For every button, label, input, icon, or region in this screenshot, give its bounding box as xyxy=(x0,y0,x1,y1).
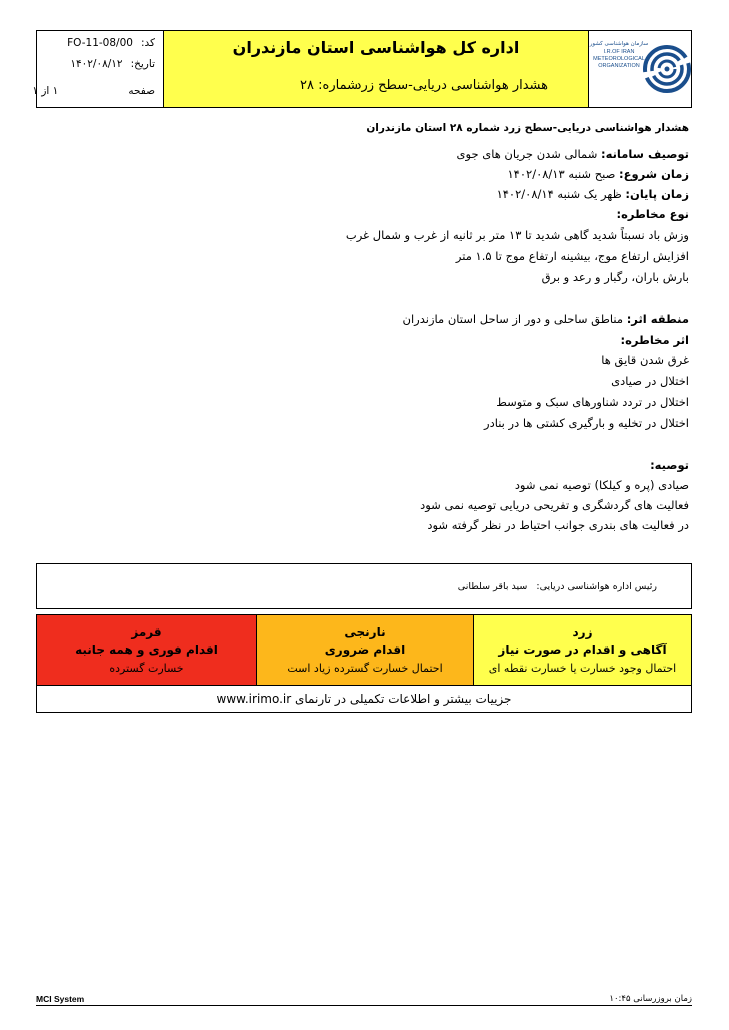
date-row xyxy=(70,58,155,70)
effect-item: اختلال در تردد شناورهای سبک و متوسط xyxy=(496,395,689,409)
advice-item: صیادی (پره و کیلکا) توصیه نمی شود xyxy=(514,478,689,492)
page-footer xyxy=(36,990,692,1006)
header-title-area xyxy=(164,31,589,107)
hazard-item: بارش باران، رگبار و رعد و برق xyxy=(541,270,689,284)
system-label: توصیف سامانه: xyxy=(601,147,689,161)
area-value: مناطق ساحلی و دور از ساحل استان مازندران xyxy=(402,312,624,326)
hazard-item: افزایش ارتفاع موج، بیشینه ارتفاع موج تا ۱.۵ متر xyxy=(455,249,689,263)
level-description: خسارت گسترده xyxy=(109,662,184,675)
date-label: تاریخ: xyxy=(130,58,155,70)
update-time xyxy=(609,994,692,1004)
page-row xyxy=(32,85,155,97)
end-value: ظهر یک شنبه ۱۴۰۲/۰۸/۱۴ xyxy=(496,187,622,201)
hazard-type-label: نوع مخاطره: xyxy=(616,207,689,221)
level-action: اقدام فوری و همه جانبه xyxy=(75,643,218,657)
svg-text:METEOROLOGICAL: METEOROLOGICAL xyxy=(593,56,645,62)
page-title: اداره کل هواشناسی استان مازندران xyxy=(232,38,520,57)
date-value: ۱۴۰۲/۰۸/۱۲ xyxy=(70,58,123,70)
document-code-box xyxy=(32,31,164,107)
level-action: اقدام ضروری xyxy=(324,643,406,657)
area-label: منطقه اثر: xyxy=(626,312,689,326)
level-yellow xyxy=(474,615,691,685)
signature-line xyxy=(458,581,657,592)
svg-text:سازمان هواشناسی کشور: سازمان هواشناسی کشور xyxy=(589,41,649,47)
level-description: احتمال خسارت گسترده زیاد است xyxy=(287,662,443,675)
impact-area xyxy=(403,312,689,326)
svg-text:ORGANIZATION: ORGANIZATION xyxy=(598,63,640,69)
warning-level-title: هشدار هواشناسی دریایی-سطح زرد xyxy=(355,78,548,93)
start-value: صبح شنبه ۱۴۰۲/۰۸/۱۳ xyxy=(507,167,616,181)
end-time xyxy=(497,187,689,201)
system-description xyxy=(457,147,690,161)
signature-name: سید باقر سلطانی xyxy=(457,581,528,592)
effects-label: اثر مخاطره: xyxy=(620,333,689,347)
levels-row xyxy=(37,615,691,685)
start-label: زمان شروع: xyxy=(619,167,689,181)
effect-item: اختلال در تخلیه و بارگیری کشتی ها در بنادر xyxy=(484,416,689,430)
hazard-item: وزش باد نسبتاً شدید گاهی شدید تا ۱۳ متر بر ثانیه از غرب و شمال غرب xyxy=(345,228,689,242)
level-description: احتمال وجود خسارت یا خسارت نقطه ای xyxy=(488,662,677,675)
level-name: قرمز xyxy=(131,625,162,639)
update-value: ۱۰:۴۵ xyxy=(609,994,631,1004)
signature-box xyxy=(36,563,692,609)
advice-label: توصیه: xyxy=(650,458,689,472)
system-value: شمالی شدن جریان های جوی xyxy=(456,147,598,161)
warning-levels-legend xyxy=(36,614,692,713)
document-header xyxy=(32,30,692,108)
level-name: زرد xyxy=(572,625,593,639)
advice-item: در فعالیت های بندری جوانب احتیاط در نظر گرفته شود xyxy=(427,518,689,532)
level-action: آگاهی و اقدام در صورت نیاز xyxy=(498,643,667,657)
advice-item: فعالیت های گردشگری و تفریحی دریایی توصیه نمی شود xyxy=(420,498,689,512)
document-heading: هشدار هواشناسی دریایی-سطح زرد شماره ۲۸ استان مازندران xyxy=(366,122,689,134)
more-info-link-text: جزییات بیشتر و اطلاعات تکمیلی در تارنمای www.irimo.ir xyxy=(37,685,691,713)
start-time xyxy=(508,167,690,181)
system-name: MCI System xyxy=(36,994,85,1004)
organization-logo xyxy=(589,31,691,107)
level-red xyxy=(37,615,257,685)
effect-item: اختلال در صیادی xyxy=(611,374,689,388)
meteorological-organization-logo-icon xyxy=(589,31,691,107)
end-label: زمان پایان: xyxy=(625,187,689,201)
code-label: کد: xyxy=(140,37,155,49)
warning-number: شماره: ۲۸ xyxy=(300,78,358,93)
update-label: زمان بروزرسانی xyxy=(633,994,692,1004)
effect-item: غرق شدن قایق ها xyxy=(601,353,689,367)
svg-text:I.R.OF IRAN: I.R.OF IRAN xyxy=(603,49,635,55)
code-row xyxy=(67,37,155,49)
level-name: نارنجی xyxy=(344,625,386,639)
page-value: ۱ از ۱ xyxy=(32,85,59,97)
page-label: صفحه xyxy=(128,85,155,97)
code-value: FO-11-08/00 xyxy=(67,37,133,49)
signature-role: رئیس اداره هواشناسی دریایی: xyxy=(536,581,657,592)
level-orange xyxy=(257,615,474,685)
